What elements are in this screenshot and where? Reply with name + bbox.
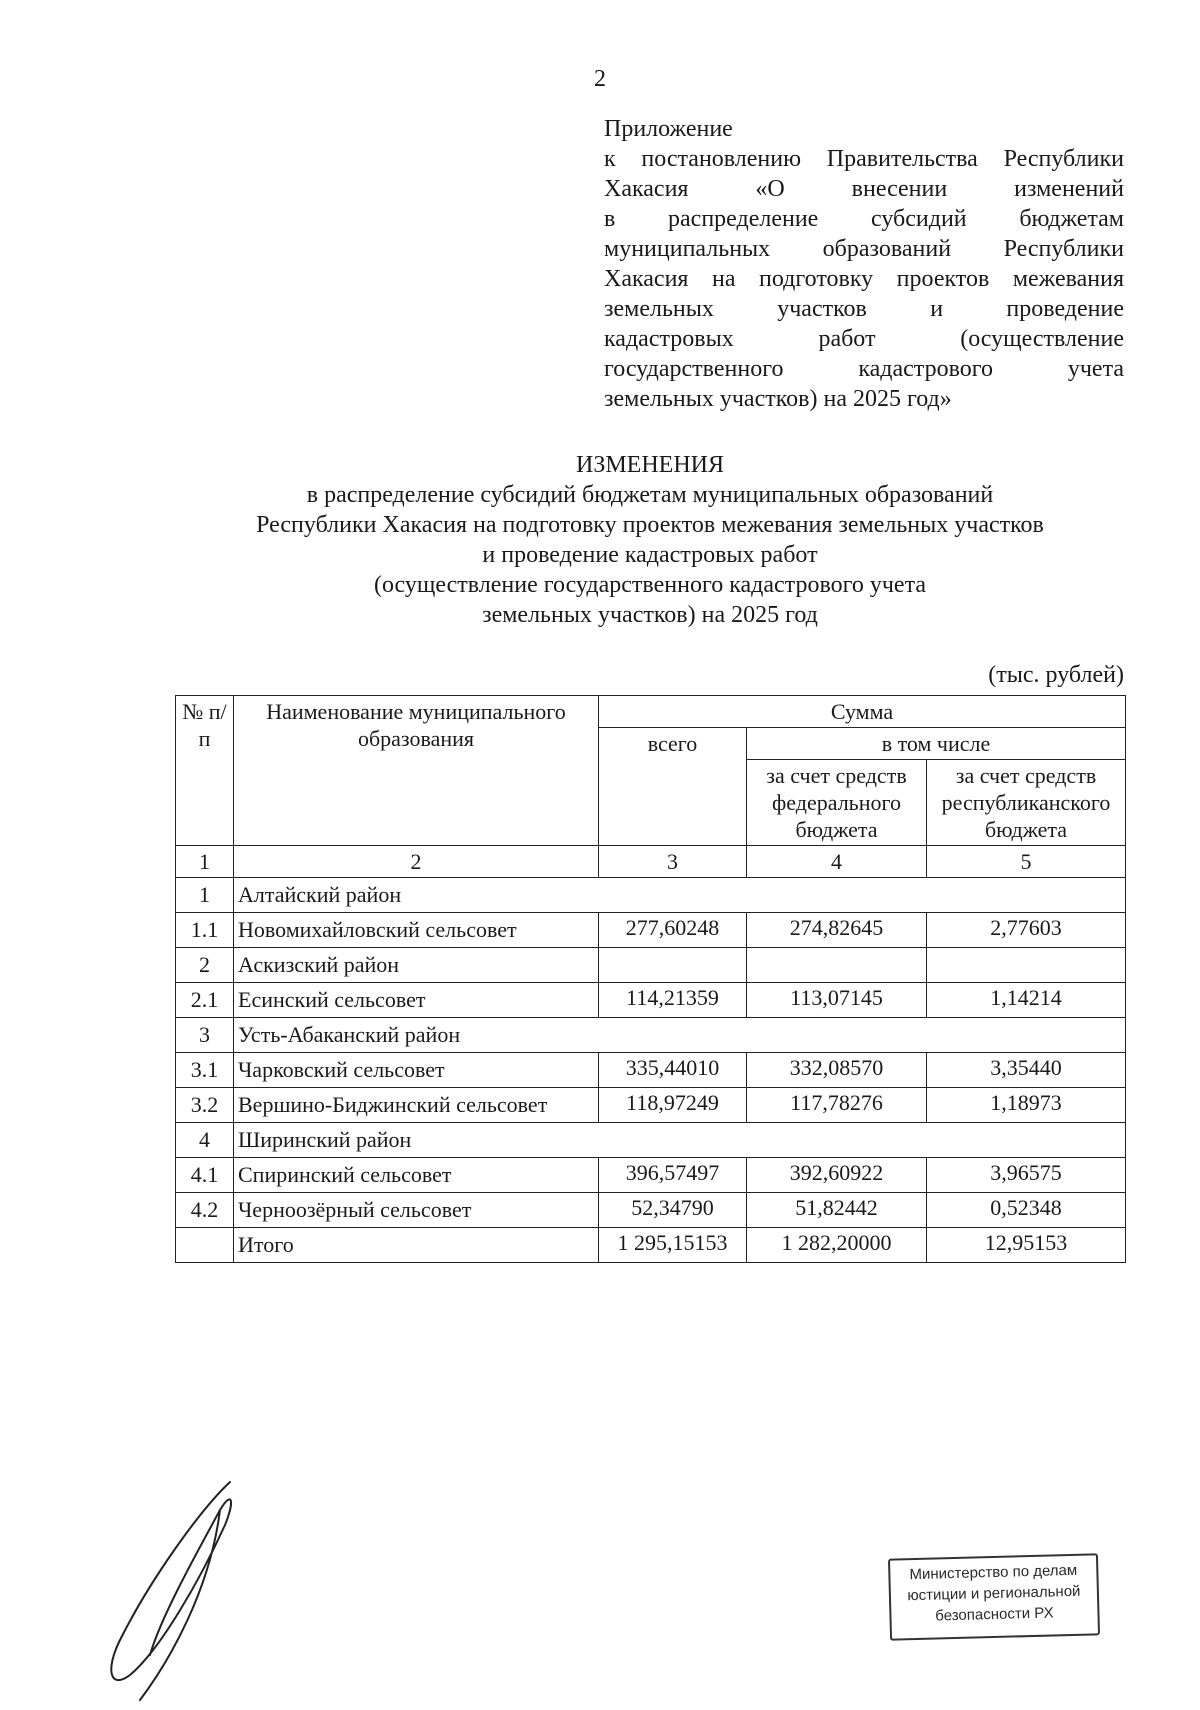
table-header (176, 696, 1126, 878)
row-name: Есинский сельсовет (234, 983, 599, 1018)
table-row (176, 1018, 1126, 1053)
page-number: 2 (594, 66, 606, 92)
row-federal: 1 282,20000 (747, 1228, 927, 1263)
total-row (176, 1228, 1126, 1263)
row-republic: 1,18973 (927, 1088, 1126, 1123)
row-name: Итого (234, 1228, 599, 1263)
row-name: Ширинский район (234, 1123, 1126, 1158)
title-line: земельных участков) на 2025 год (482, 602, 818, 628)
row-total: 52,34790 (599, 1193, 747, 1228)
row-name: Новомихайловский сельсовет (234, 913, 599, 948)
row-number: 4.2 (176, 1193, 234, 1228)
row-number: 3 (176, 1018, 234, 1053)
header-total: всего (599, 728, 747, 846)
row-name: Алтайский район (234, 878, 1126, 913)
header-federal: за счет средств федерального бюджета (747, 760, 927, 846)
appendix-line: земельных участков и проведение (604, 296, 1124, 322)
table-row (176, 878, 1126, 913)
column-number: 3 (599, 846, 747, 878)
signature-mark (80, 1470, 280, 1710)
row-republic: 3,96575 (927, 1158, 1126, 1193)
appendix-line: кадастровых работ (осуществление (604, 326, 1124, 352)
appendix-line: Хакасия на подготовку проектов межевания (604, 266, 1124, 292)
appendix-line: Хакасия «О внесении изменений (604, 176, 1124, 202)
title-line: Республики Хакасия на подготовку проектов межевания земельных участков (256, 512, 1044, 538)
row-number: 2 (176, 948, 234, 983)
header-including: в том числе (747, 728, 1126, 760)
column-number: 5 (927, 846, 1126, 878)
column-number: 1 (176, 846, 234, 878)
stamp-line: Министерство по делам (909, 1561, 1078, 1584)
table-row (176, 1053, 1126, 1088)
header-name: Наименование муниципального образования (234, 696, 599, 846)
row-number: 4 (176, 1123, 234, 1158)
appendix-line: Приложение (604, 116, 733, 142)
row-federal: 113,07145 (747, 983, 927, 1018)
row-number: 3.2 (176, 1088, 234, 1123)
table-row (176, 1158, 1126, 1193)
column-number: 4 (747, 846, 927, 878)
row-total (599, 948, 747, 983)
units-label: (тыс. рублей) (988, 662, 1124, 688)
row-federal: 274,82645 (747, 913, 927, 948)
row-republic: 1,14214 (927, 983, 1126, 1018)
row-total: 277,60248 (599, 913, 747, 948)
row-total: 1 295,15153 (599, 1228, 747, 1263)
appendix-block (604, 114, 1124, 414)
row-federal: 332,08570 (747, 1053, 927, 1088)
header-sum: Сумма (599, 696, 1126, 728)
table-row (176, 1123, 1126, 1158)
row-republic: 3,35440 (927, 1053, 1126, 1088)
row-number: 1.1 (176, 913, 234, 948)
row-name: Черноозёрный сельсовет (234, 1193, 599, 1228)
row-republic: 0,52348 (927, 1193, 1126, 1228)
row-number: 3.1 (176, 1053, 234, 1088)
row-number: 4.1 (176, 1158, 234, 1193)
table-row (176, 1193, 1126, 1228)
row-federal (747, 948, 927, 983)
row-federal: 117,78276 (747, 1088, 927, 1123)
appendix-line: к постановлению Правительства Республики (604, 146, 1124, 172)
appendix-line: в распределение субсидий бюджетам (604, 206, 1124, 232)
header-republic: за счет средств республиканского бюджета (927, 760, 1126, 846)
appendix-line: земельных участков) на 2025 год» (604, 386, 952, 412)
subsidy-table (175, 695, 1126, 1263)
title-line: (осуществление государственного кадастрового учета (373, 572, 927, 598)
appendix-line: муниципальных образований Республики (604, 236, 1124, 262)
row-number (176, 1228, 234, 1263)
row-total: 118,97249 (599, 1088, 747, 1123)
stamp-line: юстиции и региональной (907, 1582, 1081, 1605)
title-heading: ИЗМЕНЕНИЯ (575, 452, 725, 478)
row-name: Спиринский сельсовет (234, 1158, 599, 1193)
row-total: 396,57497 (599, 1158, 747, 1193)
title-line: в распределение субсидий бюджетам муниципальных образований (306, 482, 994, 508)
row-number: 2.1 (176, 983, 234, 1018)
appendix-line: государственного кадастрового учета (604, 356, 1124, 382)
header-number: № п/п (176, 696, 234, 846)
table-row (176, 948, 1126, 983)
row-name: Чарковский сельсовет (234, 1053, 599, 1088)
column-number: 2 (234, 846, 599, 878)
table-row (176, 913, 1126, 948)
table-row (176, 1088, 1126, 1123)
row-republic (927, 948, 1126, 983)
row-republic: 2,77603 (927, 913, 1126, 948)
row-number: 1 (176, 878, 234, 913)
row-name: Усть-Абаканский район (234, 1018, 1126, 1053)
signature-stroke (111, 1482, 231, 1700)
row-federal: 392,60922 (747, 1158, 927, 1193)
row-name: Вершино-Биджинский сельсовет (234, 1088, 599, 1123)
title-line: и проведение кадастровых работ (482, 542, 818, 568)
stamp-line: безопасности РХ (935, 1604, 1054, 1625)
row-name: Аскизский район (234, 948, 599, 983)
table-body (176, 878, 1126, 1263)
row-total: 335,44010 (599, 1053, 747, 1088)
document-title (140, 450, 1160, 630)
row-republic: 12,95153 (927, 1228, 1126, 1263)
registration-stamp (888, 1553, 1100, 1640)
table-row (176, 983, 1126, 1018)
row-total: 114,21359 (599, 983, 747, 1018)
row-federal: 51,82442 (747, 1193, 927, 1228)
